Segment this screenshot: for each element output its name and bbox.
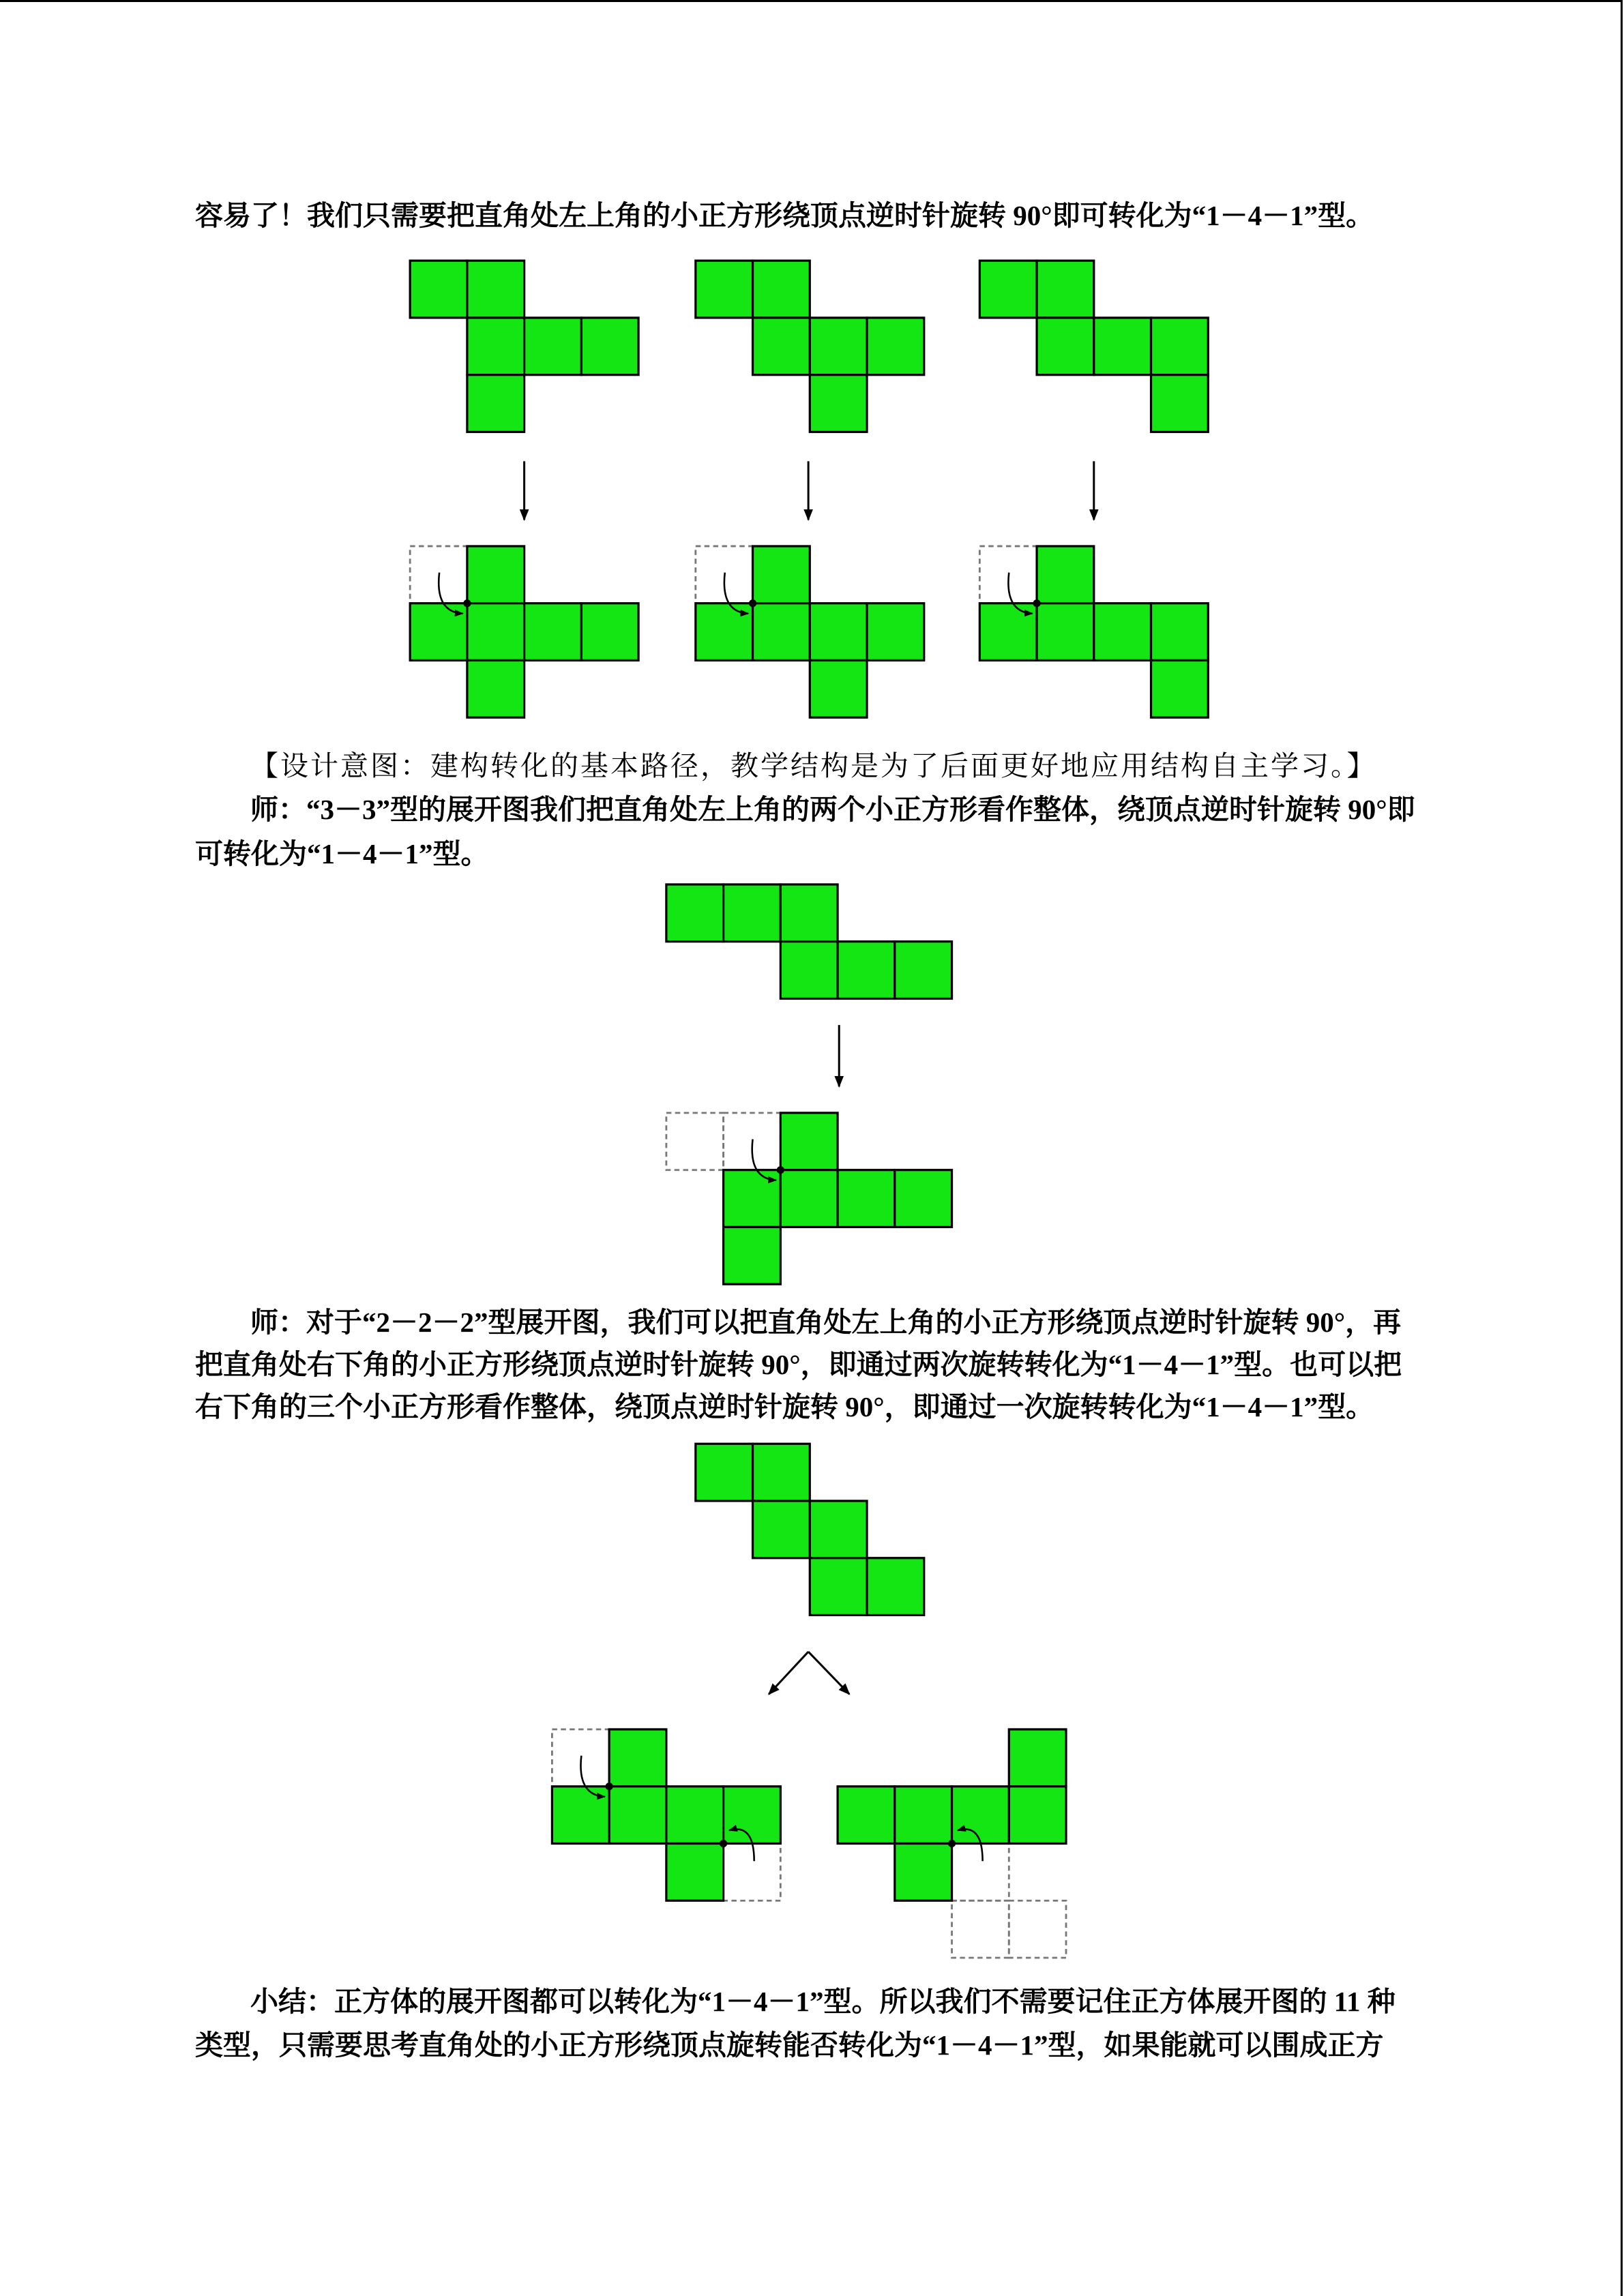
net-square bbox=[581, 318, 638, 375]
net-a-before bbox=[410, 260, 638, 432]
net-square bbox=[1151, 660, 1209, 717]
net-square bbox=[952, 1787, 1009, 1844]
net-square bbox=[696, 603, 753, 661]
pivot-vertex-dot bbox=[720, 1840, 727, 1847]
pivot-vertex-dot bbox=[777, 1166, 784, 1174]
transform-arrow bbox=[808, 1652, 849, 1694]
net-square bbox=[780, 942, 838, 999]
net-square bbox=[810, 660, 867, 717]
net-square bbox=[1009, 1729, 1066, 1787]
net-square bbox=[838, 1787, 895, 1844]
net-square bbox=[552, 1787, 609, 1844]
intro-line-1: 容易了！我们只需要把直角处左上角的小正方形绕顶点逆时针旋转 90°即可转化为“1－4－1”型。 bbox=[195, 200, 1374, 231]
net-square bbox=[724, 884, 781, 942]
net-square bbox=[753, 603, 810, 661]
net-square bbox=[810, 603, 867, 661]
net-square bbox=[1037, 260, 1094, 318]
pivot-vertex-dot bbox=[1033, 599, 1040, 607]
summary-line-2: 类型，只需要思考直角处的小正方形绕顶点旋转能否转化为“1－4－1”型，如果能就可以围成正方 bbox=[195, 2029, 1384, 2061]
net-square bbox=[609, 1729, 666, 1787]
net-square bbox=[867, 1558, 924, 1615]
net-square bbox=[867, 603, 924, 661]
pivot-vertex-dot bbox=[463, 599, 471, 607]
net-square bbox=[1009, 1787, 1066, 1844]
net-3-3-after bbox=[666, 1113, 952, 1284]
net-square bbox=[895, 1843, 952, 1900]
net-square bbox=[467, 318, 525, 375]
pivot-vertex-dot bbox=[749, 599, 756, 607]
net-square bbox=[581, 603, 638, 661]
net-square bbox=[666, 1787, 724, 1844]
net-square bbox=[666, 1843, 724, 1900]
net-square bbox=[1094, 318, 1151, 375]
net-square bbox=[525, 318, 582, 375]
teacher-2-2-2-line-3: 右下角的三个小正方形看作整体，绕顶点逆时针旋转 90°，即通过一次旋转转化为“1－4－1”型。 bbox=[195, 1391, 1374, 1422]
figure-2-2-2-conversion bbox=[552, 1444, 1066, 1958]
figure-141-conversion-examples bbox=[410, 260, 1208, 717]
net-c-before bbox=[979, 260, 1208, 432]
original-position-dashed-square bbox=[1009, 1900, 1066, 1958]
net-2-2-2-before bbox=[696, 1444, 924, 1615]
net-square bbox=[1037, 546, 1094, 603]
net-square bbox=[410, 603, 467, 661]
net-square bbox=[609, 1787, 666, 1844]
net-c-after bbox=[979, 546, 1208, 717]
net-2-2-2-after-two-rotations bbox=[552, 1729, 780, 1900]
net-square bbox=[1151, 375, 1209, 432]
summary-line-1: 小结：正方体的展开图都可以转化为“1－4－1”型。所以我们不需要记住正方体展开图的 11 种 bbox=[250, 1986, 1396, 2017]
original-position-dashed-square bbox=[952, 1843, 1009, 1900]
net-a-after bbox=[410, 546, 638, 717]
net-square bbox=[895, 1170, 952, 1227]
net-square bbox=[1151, 603, 1209, 661]
net-square bbox=[780, 1113, 838, 1170]
teacher-3-3-line-2: 可转化为“1－4－1”型。 bbox=[195, 838, 489, 869]
pivot-vertex-dot bbox=[606, 1783, 613, 1790]
net-square bbox=[810, 318, 867, 375]
net-square bbox=[1151, 318, 1209, 375]
net-square bbox=[467, 260, 525, 318]
net-square bbox=[810, 1558, 867, 1615]
net-square bbox=[753, 546, 810, 603]
net-square bbox=[838, 1170, 895, 1227]
net-square bbox=[410, 260, 467, 318]
net-square bbox=[810, 375, 867, 432]
teacher-2-2-2-line-2: 把直角处右下角的小正方形绕顶点逆时针旋转 90°，即通过两次旋转转化为“1－4－1”型。也可以把 bbox=[195, 1349, 1402, 1380]
original-position-dashed-square bbox=[952, 1900, 1009, 1958]
original-position-dashed-square bbox=[666, 1113, 724, 1170]
net-square bbox=[696, 1444, 753, 1501]
net-square bbox=[838, 942, 895, 999]
net-3-3-before bbox=[666, 884, 952, 998]
net-square bbox=[979, 603, 1037, 661]
net-square bbox=[780, 1170, 838, 1227]
net-square bbox=[753, 1444, 810, 1501]
net-square bbox=[1037, 318, 1094, 375]
net-b-before bbox=[696, 260, 924, 432]
design-intent-line-1: 【设计意图：建构转化的基本路径，教学结构是为了后面更好地应用结构自主学习。】 bbox=[250, 750, 1377, 781]
net-square bbox=[753, 318, 810, 375]
net-square bbox=[467, 603, 525, 661]
net-square bbox=[724, 1787, 781, 1844]
net-square bbox=[780, 884, 838, 942]
net-square bbox=[666, 884, 724, 942]
transform-arrow bbox=[769, 1652, 808, 1694]
teacher-3-3-line-1: 师：“3－3”型的展开图我们把直角处左上角的两个小正方形看作整体，绕顶点逆时针旋转 90°即 bbox=[250, 794, 1415, 825]
net-b-after bbox=[696, 546, 924, 717]
net-square bbox=[753, 1501, 810, 1558]
net-square bbox=[867, 318, 924, 375]
net-square bbox=[753, 260, 810, 318]
net-2-2-2-after-one-rotation bbox=[838, 1729, 1066, 1958]
net-square bbox=[979, 260, 1037, 318]
net-square bbox=[895, 942, 952, 999]
net-square bbox=[467, 375, 525, 432]
net-square bbox=[696, 260, 753, 318]
teacher-2-2-2-line-1: 师：对于“2－2－2”型展开图，我们可以把直角处左上角的小正方形绕顶点逆时针旋转 90°，再 bbox=[250, 1307, 1402, 1338]
net-square bbox=[525, 603, 582, 661]
net-square bbox=[810, 1501, 867, 1558]
net-square bbox=[1037, 603, 1094, 661]
original-position-dashed-square bbox=[724, 1843, 781, 1900]
net-square bbox=[467, 546, 525, 603]
net-square bbox=[1094, 603, 1151, 661]
net-square bbox=[724, 1170, 781, 1227]
net-square bbox=[467, 660, 525, 717]
figure-3-3-conversion bbox=[666, 884, 952, 1284]
pivot-vertex-dot bbox=[948, 1840, 956, 1847]
net-square bbox=[895, 1787, 952, 1844]
net-square bbox=[724, 1227, 781, 1284]
